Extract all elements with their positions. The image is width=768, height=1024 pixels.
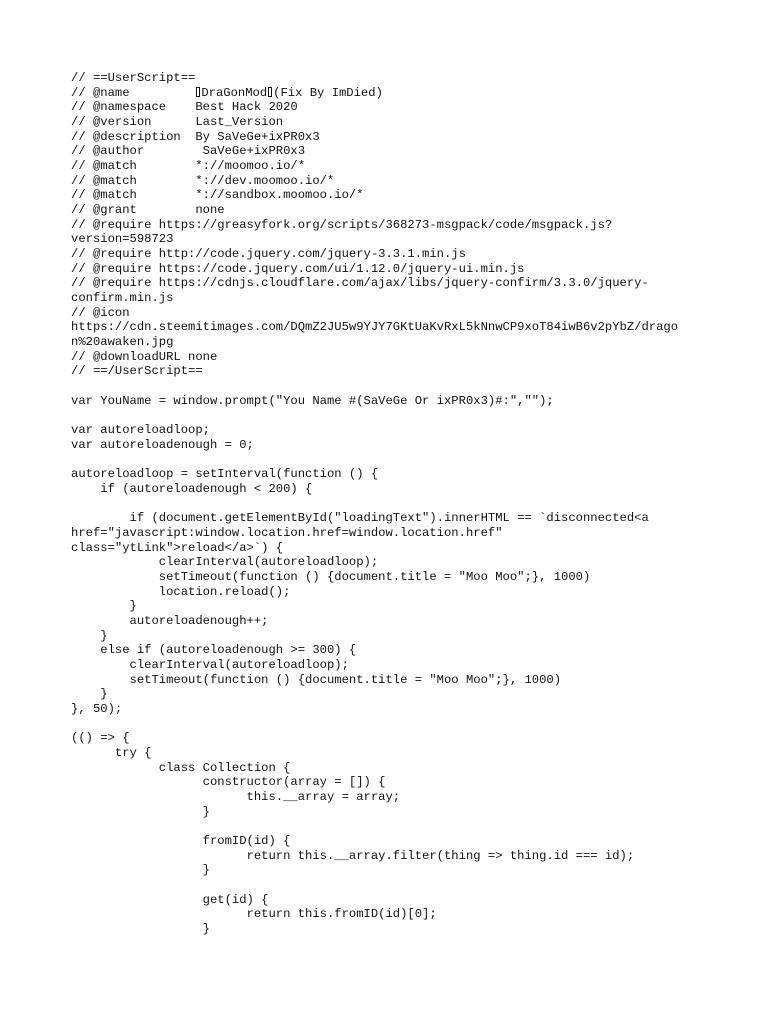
code-line: clearInterval(autoreloadloop); [71,657,349,672]
code-line: // @icon [71,305,130,320]
code-line [71,717,711,732]
code-line: // @downloadURL none [71,349,218,364]
code-line [71,819,711,834]
code-line: var autoreloadenough = 0; [71,437,254,452]
code-line: try { [71,745,152,760]
code-line: if (autoreloadenough < 200) { [71,481,313,496]
code-line: // @author SaVeGe+ixPR0x3 [71,144,306,159]
code-line [71,452,711,467]
code-line: var YouName = window.prompt("You Name #(SaVeGe Or ixPR0x3)#:",""); [71,393,554,408]
code-line: // @require https://greasyfork.org/scripts/368273-msgpack/code/msgpack.js? [71,217,613,232]
code-line: this.__array = array; [71,789,401,804]
code-line: confirm.min.js [71,291,174,306]
code-line: (() => { [71,731,130,746]
code-line: // @match *://dev.moomoo.io/* [71,173,335,188]
code-line: // @namespace Best Hack 2020 [71,100,298,115]
code-line: autoreloadenough++; [71,613,269,628]
code-line: } [71,804,210,819]
code-line: // @require http://code.jquery.com/jquery-3.3.1.min.js [71,247,466,262]
code-line: // @match *://sandbox.moomoo.io/* [71,188,364,203]
code-line: // @require https://code.jquery.com/ui/1.12.0/jquery-ui.min.js [71,261,525,276]
missing-glyph-icon [268,87,272,97]
code-line: autoreloadloop = setInterval(function () { [71,467,379,482]
code-line: // @description By SaVeGe+ixPR0x3 [71,129,320,144]
code-listing [71,71,711,937]
code-line: // ==/UserScript== [71,364,203,379]
code-line: // @version Last_Version [71,115,284,130]
code-line: return this.__array.filter(thing => thing.id === id); [71,848,635,863]
code-line: } [71,628,108,643]
missing-glyph-icon [196,87,200,97]
code-line [71,496,711,511]
code-line: location.reload(); [71,584,291,599]
code-line: if (document.getElementById("loadingText").innerHTML == `disconnected<a [71,511,649,526]
code-line: else if (autoreloadenough >= 300) { [71,643,357,658]
code-line: get(id) { [71,892,269,907]
code-line [71,408,711,423]
code-line: n%20awaken.jpg [71,335,174,350]
code-line: fromID(id) { [71,833,291,848]
code-line: href="javascript:window.location.href=window.location.href" [71,525,503,540]
code-line: } [71,863,210,878]
code-line: } [71,687,108,702]
code-line: var autoreloadloop; [71,423,210,438]
code-line: setTimeout(function () {document.title = "Moo Moo";}, 1000) [71,672,562,687]
code-line: class Collection { [71,760,291,775]
code-line: } [71,599,137,614]
code-line: class="ytLink">reload</a>`) { [71,540,284,555]
code-line [71,878,711,893]
code-line: version=598723 [71,232,174,247]
code-line [71,379,711,394]
code-line: constructor(array = []) { [71,775,386,790]
code-line: } [71,921,210,936]
code-line: // ==UserScript== [71,71,196,85]
code-line: // @match *://moomoo.io/* [71,159,306,174]
code-line: return this.fromID(id)[0]; [71,907,437,922]
code-line: }, 50); [71,701,123,716]
code-line: // @require https://cdnjs.cloudflare.com/ajax/libs/jquery-confirm/3.3.0/jquery- [71,276,649,291]
code-line: setTimeout(function () {document.title = "Moo Moo";}, 1000) [71,569,591,584]
code-line: https://cdn.steemitimages.com/DQmZ2JU5w9YJY7GKtUaKvRxL5kNnwCP9xoT84iwB6v2pYbZ/drago [71,320,679,335]
code-line: clearInterval(autoreloadloop); [71,555,379,570]
code-line: // @name DraGonMod (Fix By ImDied) [71,85,383,100]
code-line: // @grant none [71,203,225,218]
